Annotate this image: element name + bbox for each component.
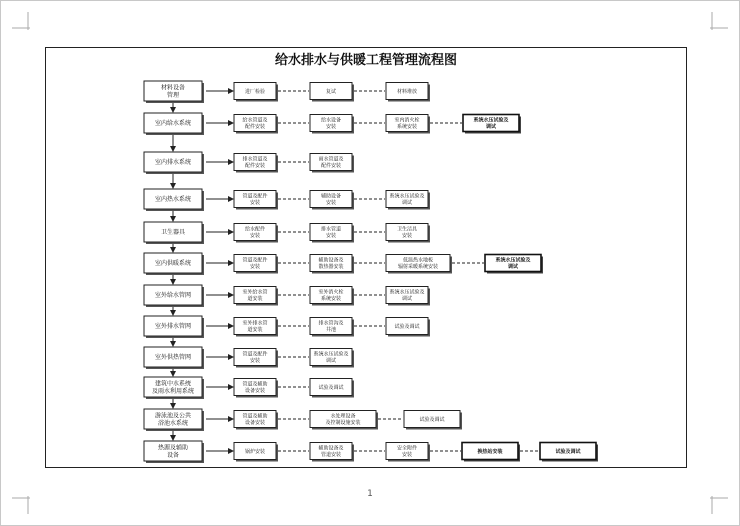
node-label-line: 进厂检验 <box>244 88 266 95</box>
node-label-line: 室内热水系统 <box>154 196 192 204</box>
node-label-line: 调试 <box>507 264 519 271</box>
node-label-line: 调试 <box>401 296 413 303</box>
node-label-line: 系统水压试验及 <box>389 289 425 296</box>
node-label-line: 设备安装 <box>244 388 266 395</box>
node-label-line: 配件安装 <box>244 163 266 170</box>
node-label-line: 辐射采暖系统安装 <box>397 264 439 271</box>
node-label-line: 安装 <box>249 200 261 207</box>
node-label-line: 室内排水系统 <box>154 159 192 167</box>
diagram-frame <box>46 48 687 468</box>
flow-row <box>144 441 598 463</box>
node-label-line: 室外供热管网 <box>154 354 192 362</box>
node-label-line: 给水管道及 <box>242 117 268 124</box>
node-label-line: 配件安装 <box>320 163 342 170</box>
node-label-line: 及雨水利用系统 <box>151 387 195 395</box>
node-label-line: 室内供暖系统 <box>154 260 192 268</box>
node-label-line: 系统安装 <box>320 296 342 303</box>
flow-row <box>144 253 543 284</box>
flow-row <box>144 377 354 408</box>
node-label-line: 辅助设备 <box>320 193 342 200</box>
node-label-line: 系统水压试验及 <box>473 117 509 124</box>
node-label-line: 安装 <box>325 200 337 207</box>
node-label-line: 雨水管道及 <box>318 156 344 163</box>
node-label-line: 道安装 <box>247 327 263 334</box>
node-label-line: 排水管道 <box>320 226 342 233</box>
node-label-line: 散热器安装 <box>318 264 344 271</box>
node-label-line: 及控制设施安装 <box>325 420 361 427</box>
node-label-line: 室内消火栓 <box>394 117 420 124</box>
node-label-line: 管道及配件 <box>242 257 268 264</box>
node-label-line: 建筑中水系统 <box>154 380 192 388</box>
node-label-line: 锅炉安装 <box>244 448 266 455</box>
node-label-line: 低温热水地板 <box>402 257 434 264</box>
node-label-line: 安装 <box>249 233 261 240</box>
node-label-line: 卫生器具 <box>160 229 186 237</box>
page-number: 1 <box>367 489 373 499</box>
node-label-line: 安装 <box>249 358 261 365</box>
node-label-line: 安全附件 <box>396 445 418 452</box>
node-label-line: 安装 <box>325 124 337 131</box>
node-label-line: 给水配件 <box>244 226 266 233</box>
node-label-line: 调试 <box>325 358 337 365</box>
flow-row <box>144 113 521 151</box>
node-label-line: 排水管道及 <box>242 156 268 163</box>
node-label-line: 设备安装 <box>244 420 266 427</box>
node-label-line: 调试 <box>401 200 413 207</box>
node-label-line: 系统水压试验及 <box>495 257 531 264</box>
node-label-line: 系统安装 <box>396 124 418 131</box>
node-label-line: 给水设备 <box>320 117 342 124</box>
node-label-line: 室外给水管 <box>242 289 268 296</box>
node-label-line: 道安装 <box>247 296 263 303</box>
flow-row <box>144 152 354 188</box>
node-label-line: 管道及配件 <box>242 193 268 200</box>
node-label-line: 游泳池及公共 <box>154 412 192 420</box>
node-label-line: 材料堆放 <box>396 88 418 95</box>
node-label-line: 卫生洁具 <box>396 226 418 233</box>
node-label-line: 安装 <box>325 233 337 240</box>
diagram-title: 给水排水与供暖工程管理流程图 <box>274 53 458 68</box>
node-label-line: 材料设备 <box>160 84 186 92</box>
node-label-line: 室内给水系统 <box>154 120 192 128</box>
flow-row <box>144 409 462 440</box>
node-label-line: 室外消火栓 <box>318 289 344 296</box>
node-label-line: 室外给水管网 <box>154 292 192 300</box>
node-label-line: 管理 <box>166 91 180 99</box>
node-label-line: 水处理设备 <box>330 413 356 420</box>
node-label-line: 安装 <box>401 233 413 240</box>
node-label-line: 设备 <box>166 451 180 459</box>
node-label-line: 换热站安装 <box>477 448 503 455</box>
node-label-line: 排水管沟及 <box>318 320 344 327</box>
node-label-line: 热源及辅助 <box>157 444 189 452</box>
node-label-line: 复试 <box>325 88 337 95</box>
flow-row <box>144 285 430 315</box>
node-label-line: 安装 <box>401 452 413 459</box>
node-label-line: 调试 <box>485 124 497 131</box>
flow-row <box>144 222 430 252</box>
node-label-line: 管道及辅助 <box>242 413 268 420</box>
node-label-line: 管道安装 <box>320 452 342 459</box>
node-label-line: 井池 <box>325 327 337 334</box>
node-label-line: 管道及辅助 <box>242 381 268 388</box>
flow-row <box>144 347 354 376</box>
node-label-line: 安装 <box>249 264 261 271</box>
node-label-line: 浴池水系统 <box>157 419 189 427</box>
flow-row <box>144 81 430 112</box>
node-label-line: 系统水压试验及 <box>389 193 425 200</box>
node-label-line: 配件安装 <box>244 124 266 131</box>
node-label-line: 辅助设备及 <box>318 257 344 264</box>
flow-row <box>144 189 430 221</box>
node-label-line: 试验及调试 <box>419 416 445 423</box>
node-label-line: 室外排水管 <box>242 320 268 327</box>
node-label-line: 试验及调试 <box>394 323 420 330</box>
node-label-line: 系统水压试验及 <box>313 351 349 358</box>
node-label-line: 试验及调试 <box>555 448 581 455</box>
flow-row <box>144 316 430 346</box>
node-label-line: 室外排水管网 <box>154 323 192 331</box>
node-label-line: 试验及调试 <box>318 384 344 391</box>
node-label-line: 辅助设备及 <box>318 445 344 452</box>
node-label-line: 管道及配件 <box>242 351 268 358</box>
